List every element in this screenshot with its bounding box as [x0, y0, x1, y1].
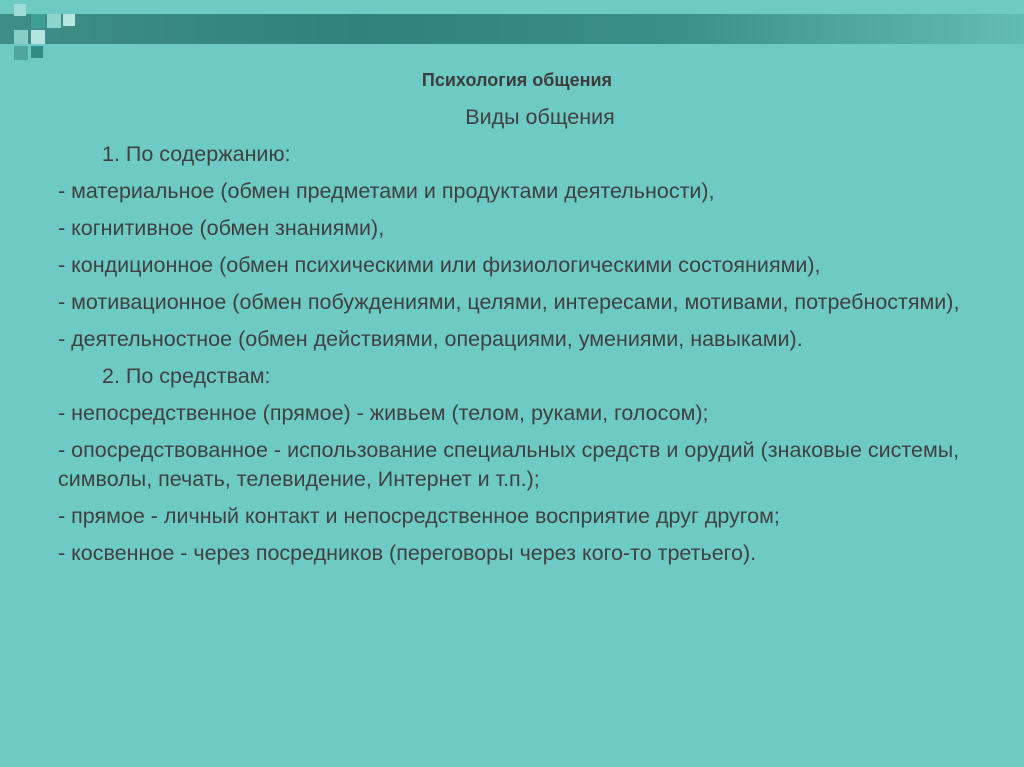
list-item: - когнитивное (обмен знаниями), — [58, 216, 385, 240]
list-item: - мотивационное (обмен побуждениями, целями, интересами, мотивами, потребностями), — [58, 290, 960, 314]
slide-subtitle: Виды общения — [465, 105, 615, 129]
section-heading-means: 2. По средствам: — [102, 364, 271, 388]
list-item: - прямое - личный контакт и непосредственное восприятие друг другом; — [58, 504, 780, 528]
decorative-square — [31, 14, 45, 28]
list-item: - материальное (обмен предметами и продуктами деятельности), — [58, 179, 715, 203]
list-item: - косвенное - через посредников (переговоры через кого-то третьего). — [58, 541, 757, 565]
slide-body — [58, 103, 988, 576]
decorative-square — [14, 46, 28, 60]
list-item: - опосредствованное - использование специальных средств и орудий (знаковые системы, символы, печать, телевидение, Интернет и т.п.); — [58, 438, 960, 491]
decorative-square — [63, 14, 75, 26]
section-heading-content: 1. По содержанию: — [102, 142, 291, 166]
list-item: - кондиционное (обмен психическими или физиологическими состояниями), — [58, 253, 821, 277]
decorative-square — [31, 46, 43, 58]
decorative-square — [47, 14, 61, 28]
decorative-square — [31, 30, 45, 44]
decorative-square — [14, 30, 28, 44]
header-band — [0, 14, 1024, 44]
list-item: - деятельностное (обмен действиями, операциями, умениями, навыками). — [58, 327, 803, 351]
decorative-square — [14, 4, 26, 16]
slide-title: Психология общения — [421, 70, 613, 90]
list-item: - непосредственное (прямое) - живьем (телом, руками, голосом); — [58, 401, 709, 425]
